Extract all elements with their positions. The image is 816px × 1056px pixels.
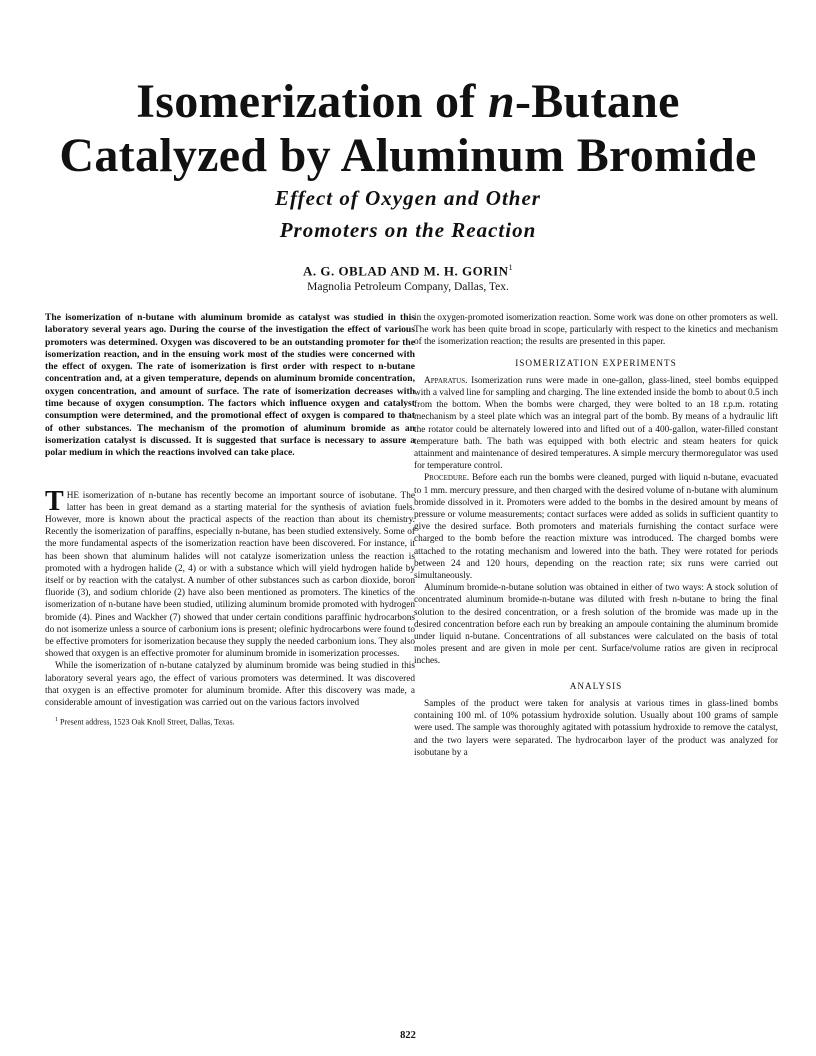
solution-paragraph: Aluminum bromide-n-butane solution was obtained in either of two ways: A stock solution of concentrated aluminum bromide-n-butane was diluted with fresh n-butane to bring the final solution to the desired concentration, or a fresh solution of the bromide was made up in the desired concentration before each run by breaking an ampoule containing the aluminum bromide under liquid n-butane. Concentrations of all substances were calculated on the basis of total moles present and are given in mole per cent. Surface/volume ratios are given in reciprocal inches. [414, 583, 778, 667]
authors: A. G. OBLAD AND M. H. GORIN$^1$ [302, 263, 514, 279]
apparatus-paragraph: Apparatus. Isomerization runs were made in one-gallon, glass-lined, steel bombs equipped with a valved line for sampling and charging. The line extended inside the bomb to about 0.5 inch from the bottom. When the bombs were charged, they were bolted to an 18 r.p.m. rotating mechanism by a steel plate which was an integral part of the bomb. By means of a hydraulic lift the rotator could be alternately lowered into and lifted out of a 400-gallon, water-filled constant temperature bath. The bath was equipped with both electric and steam heaters for quick attainment and maintenance of desired temperatures. A simple mercury thermoregulator was used for temperature control. [414, 375, 778, 472]
analysis-paragraph: Samples of the product were taken for analysis at various times in glass-lined bombs containing 100 ml. of 10% potassium hydroxide solution. Usually about 100 grams of sample were used. The sample was thoroughly agitated with potassium hydroxide to remove the catalyst, and the two layers were separated. The hydrocarbon layer of the product was analyzed for isobutane by a [414, 698, 778, 758]
title-line-1: Isomerization of n-Butane [136, 75, 680, 128]
title-line-2: Catalyzed by Aluminum Bromide [59, 129, 757, 182]
left-column [45, 312, 415, 728]
intro-paragraph-2: While the isomerization of n-butane catalyzed by aluminum bromide was being studied in this laboratory several years ago, the effect of various promoters was determined. It was discovered that oxygen is an effective promoter for aluminum bromide. After this discovery was made, a considerable amount of investigation was carried out on the various factors involved [45, 661, 415, 709]
subtitle-line-1: Effect of Oxygen and Other [275, 186, 541, 210]
apparatus-heading: Apparatus. [424, 375, 468, 386]
subtitle-line-2: Promoters on the Reaction [279, 218, 537, 242]
section-heading-analysis: ANALYSIS [569, 680, 623, 691]
abstract: The isomerization of n-butane with aluminum bromide as catalyst was studied in this laboratory several years ago. During the course of the investigation the effect of various promoters was determined. Oxygen was discovered to be an outstanding promoter for the isomerization reaction, and in the ensuing work most of the studies were concerned with the effect of oxygen. The rate of isomerization is first order with respect to n-butane concentration and, at a given temperature, depends on aluminum bromide concentration, oxygen concentration, and amount of surface. The rate of isomerization decreases with time because of oxygen consumption. The factors which influence oxygen and catalyst consumption were determined, and the promotional effect of oxygen is compared to that of other substances. The mechanism of the promotion of aluminum bromide as an isomerization catalyst is discussed. It is suggested that surface is necessary to assure a polar medium in which the reactions involved can take place. [45, 312, 415, 459]
footnote: $^1$ Present address, 1523 Oak Knoll Street, Dallas, Texas. [55, 717, 235, 727]
right-column [414, 312, 778, 759]
procedure-paragraph: Procedure. Before each run the bombs were cleaned, purged with liquid n-butane, evacuated to 1 mm. mercury pressure, and then charged with the desired volume of n-butane with aluminum bromide dissolved in it. Promoters were added to the bombs in the desired amount by means of pressure or volume measurements; contact surfaces were added as solids in sufficient quantity to give the desired surface. Both promoters and materials furnishing the contact surface were charged to the bomb before the reaction mixture was introduced. The charged bombs were attached to the rotating mechanism and lowered into the bath. They were rotated for periods between 24 and 120 hours, depending on the reaction rate; six runs were carried out simultaneously. [414, 473, 779, 582]
affiliation: Magnolia Petroleum Company, Dallas, Tex. [307, 281, 509, 293]
section-heading-experiments: ISOMERIZATION EXPERIMENTS [515, 357, 677, 368]
intro-paragraph-1: THE isomerization of n-butane has recently become an important source of isobutane. The latter has been in great demand as a starting material for the synthesis of aviation fuels. However, more is known about the practical aspects of the reaction than about its chemistry. Recently the isomerization of paraffins, especially n-butane, has been studied extensively. Some of the more fundamental aspects of the isomerization reaction have been discovered. For instance, it has been shown that aluminum halides will not catalyze isomerization unless the reaction is promoted with a hydrogen halide (2, 4) or with a substance which will yield hydrogen halide by itself or by reaction with the catalyst. A number of other substances such as carbon dioxide, boron fluoride (3), and sodium chloride (2) have also been mentioned as promoters. The kinetics of the isomerization of n-butane have been studied, utilizing aluminum bromide promoted with hydrogen bromide (4). Pines and Wackher (7) showed that under certain conditions paraffinic hydrocarbons do not isomerize unless a source of carbonium ions is present; olefinic hydrocarbons were found to be effective promoters for isomerization because they supply the needed carbonium ions. They also showed that oxygen is an effective promoter for aluminum bromide in isomerization processes. [45, 485, 415, 660]
page-number: 822 [400, 1030, 416, 1041]
procedure-heading: Procedure. [424, 473, 470, 484]
drop-cap: T [45, 485, 64, 517]
intro-continued: in the oxygen-promoted isomerization reaction. Some work was done on other promoters as well. The work has been quite broad in scope, particularly with respect to the kinetics and mechanism of the isomerization reaction; the results are presented in this paper. [414, 313, 778, 348]
